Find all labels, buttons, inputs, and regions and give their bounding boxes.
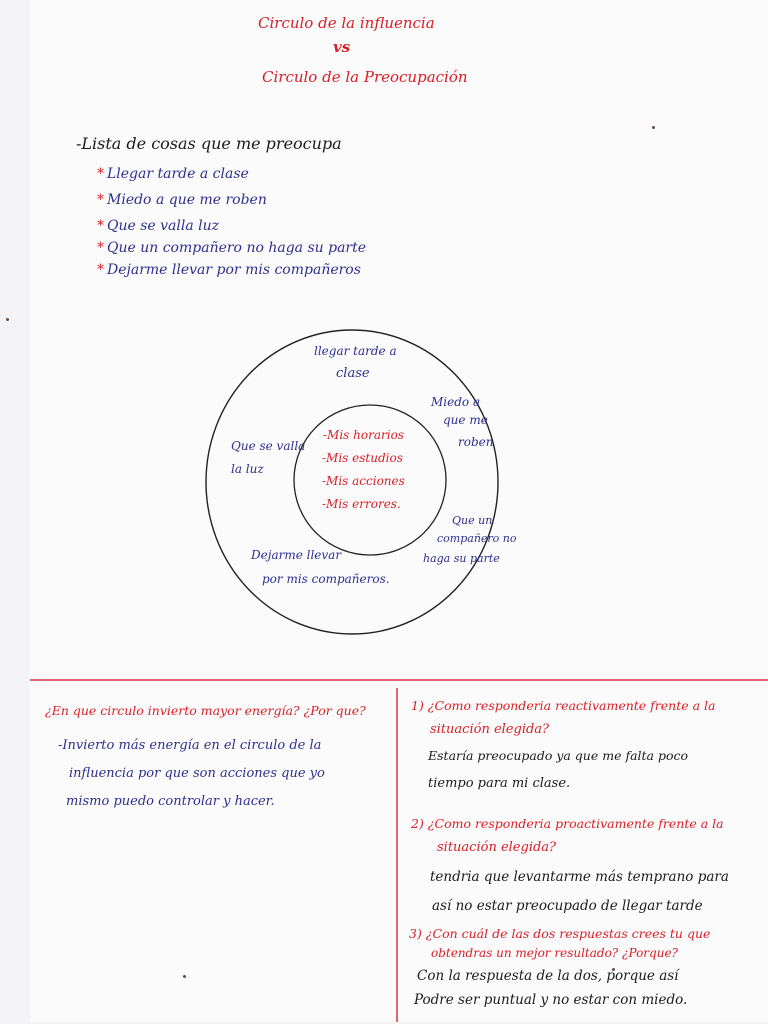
list-heading: -Lista de cosas que me preocupa <box>76 134 342 153</box>
left-answer-3: mismo puedo controlar y hacer. <box>66 794 275 809</box>
list-item: * Miedo a que me roben <box>97 192 267 208</box>
q3-line2: obtendras un mejor resultado? ¿Porque? <box>431 946 678 960</box>
outer-label-bottomright-2: compañero no <box>437 532 517 545</box>
outer-label-top-2: clase <box>336 366 370 381</box>
outer-label-left-2: la luz <box>231 462 264 476</box>
q2-line1: 2) ¿Como responderia proactivamente frente a la <box>411 816 724 831</box>
title-vs: vs <box>333 38 351 56</box>
a2-line2: así no estar preocupado de llegar tarde <box>432 898 703 914</box>
a3-line2: Podre ser puntual y no estar con miedo. <box>414 992 688 1008</box>
outer-label-left-1: Que se valla <box>231 439 306 453</box>
q3-line1: 3) ¿Con cuál de las dos respuestas crees tu que <box>409 926 711 941</box>
inner-label: -Mis horarios <box>323 428 404 442</box>
left-answer-2: influencia por que son acciones que yo <box>69 766 325 781</box>
outer-label-bottom-2: por mis compañeros. <box>262 572 390 586</box>
list-item: * Que se valla luz <box>97 218 220 234</box>
title-line2: Circulo de la Preocupación <box>262 68 468 86</box>
paper-speck <box>6 318 9 321</box>
inner-label: -Mis estudios <box>322 451 403 465</box>
a1-line1: Estaría preocupado ya que me falta poco <box>428 748 689 763</box>
list-item: * Llegar tarde a clase <box>97 166 249 182</box>
list-item: * Que un compañero no haga su parte <box>97 240 367 256</box>
outer-label-right-2: que me <box>443 413 488 427</box>
outer-label-right-3: roben <box>458 435 494 449</box>
left-answer-1: -Invierto más energía en el circulo de la <box>58 738 322 753</box>
inner-label: -Mis errores. <box>322 497 401 511</box>
a3-line1: Con la respuesta de la dos, porque así <box>417 968 679 984</box>
paper-speck <box>183 975 186 978</box>
outer-label-right-1: Miedo a <box>431 395 481 409</box>
outer-label-bottom-1: Dejarme llevar <box>251 548 342 562</box>
inner-label: -Mis acciones <box>322 474 405 488</box>
a1-line2: tiempo para mi clase. <box>428 776 571 791</box>
a2-line1: tendria que levantarme más temprano para <box>430 869 729 885</box>
outer-label-top-1: llegar tarde a <box>314 344 397 358</box>
q1-line2: situación elegida? <box>430 722 550 737</box>
list-item: * Dejarme llevar por mis compañeros <box>97 262 361 278</box>
left-question: ¿En que circulo invierto mayor energía? ¿Por que? <box>45 703 366 718</box>
outer-label-bottomright-1: Que un <box>452 514 493 527</box>
outer-label-bottomright-3: haga su parte <box>423 552 500 565</box>
paper-speck <box>652 126 655 129</box>
q2-line2: situación elegida? <box>437 840 557 855</box>
q1-line1: 1) ¿Como responderia reactivamente frente a la <box>411 698 716 713</box>
title-line1: Circulo de la influencia <box>258 14 435 32</box>
